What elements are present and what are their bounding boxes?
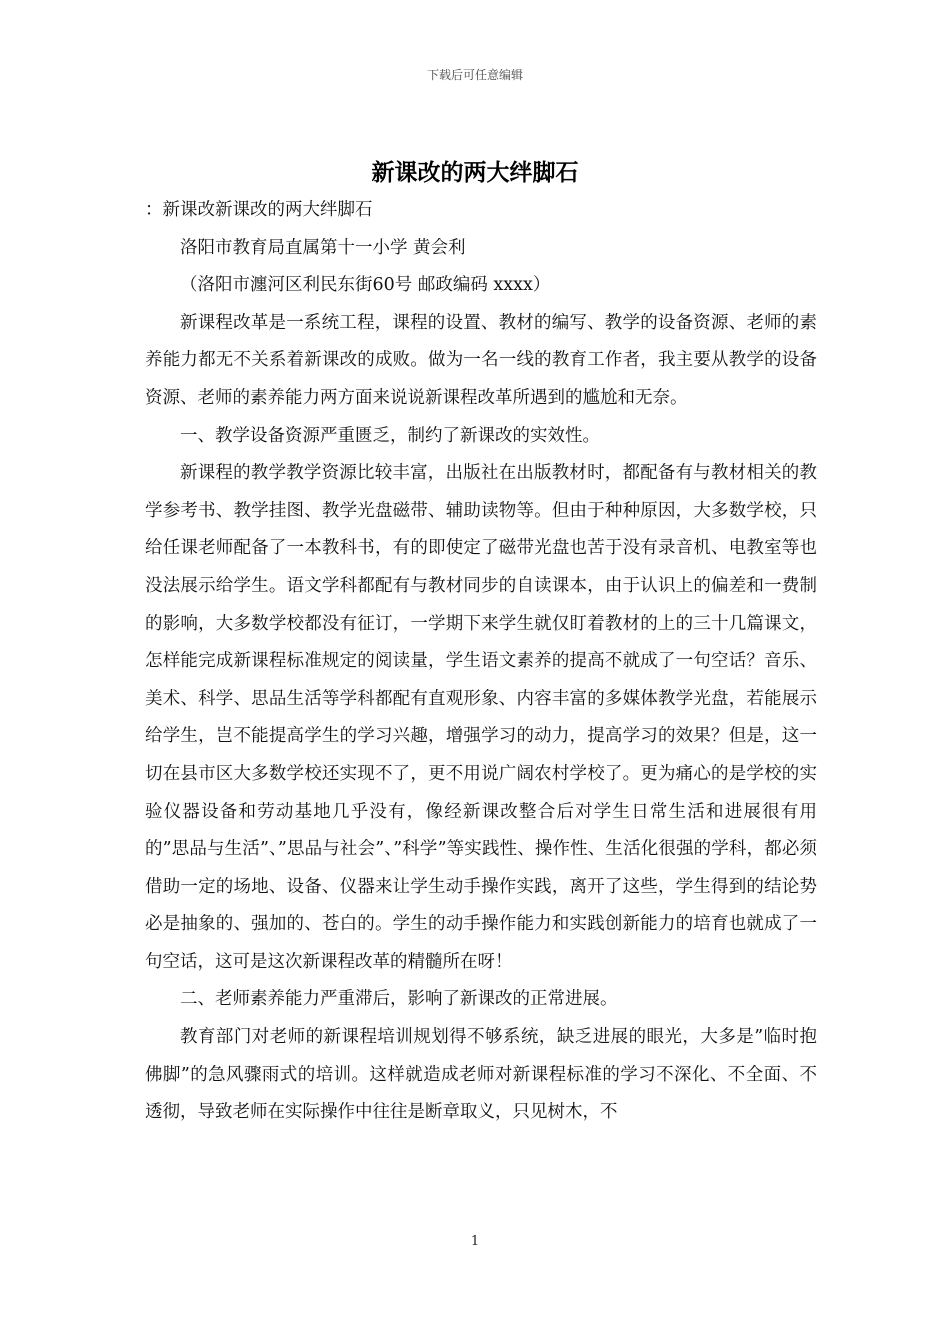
- document-title: 新课改的两大绊脚石: [371, 159, 579, 186]
- keywords-line: ：新课改新课改的两大绊脚石: [145, 200, 373, 220]
- header-note: 下载后可任意编辑: [426, 68, 523, 82]
- page-number: 1: [470, 1234, 480, 1249]
- section-1-paragraph: 新课程的教学教学资源比较丰富，出版社在出版教材时，都配备有与教材相关的教学参考书、教学挂图、教学光盘磁带、辅助读物等。但由于种种原因，大多数学校，只给任课老师配备了一本教科书，有的即使定了磁带光盘也苦于没有录音机、电教室等也没法展示给学生。语文学科都配有与教材同步的自读课本，由于认识上的偏差和一费制的影响，大多数学校都没有征订，一学期下来学生就仅盯着教材的上的三十几篇课文，怎样能完成新课程标准规定的阅读量，学生语文素养的提高不就成了一句空话？音乐、美术、科学、思品生活等学科都配有直观形象、内容丰富的多媒体教学光盘，若能展示给学生，岂不能提高学生的学习兴趣，增强学习的动力，提高学习的效果？但是，这一切在县市区大多数学校还实现不了，更不用说广阔农村学校了。更为痛心的是学校的实验仪器设备和劳动基地几乎没有，像经新课改整合后对学生日常生活和进展很有用的”思品与生活”、”思品与社会”、”科学”等实践性、操作性、生活化很强的学科，都必须借助一定的场地、设备、仪器来让学生动手操作实践，离开了这些，学生得到的结论势必是抽象的、强加的、苍白的。学生的动手操作能力和实践创新能力的培育也就成了一句空话，这可是这次新课程改革的精髓所在呀！: [145, 463, 817, 972]
- section-heading-2: 二、老师素养能力严重滞后，影响了新课改的正常进展。: [180, 989, 618, 1010]
- intro-paragraph: 新课程改革是一系统工程，课程的设置、教材的编写、教学的设备资源、老师的素养能力都无不关系着新课改的成败。做为一名一线的教育工作者，我主要从教学的设备资源、老师的素养能力两方面来说说新课程改革所遇到的尴尬和无奈。: [145, 312, 817, 408]
- address-line: （洛阳市瀍河区利民东街60号 邮政编码 xxxx）: [180, 275, 551, 296]
- author-line: 洛阳市教育局直属第十一小学 黄会利: [180, 237, 466, 258]
- document-body: [145, 192, 817, 1132]
- section-heading-1: 一、教学设备资源严重匮乏，制约了新课改的实效性。: [180, 425, 600, 446]
- section-2-paragraph: 教育部门对老师的新课程培训规划得不够系统，缺乏进展的眼光，大多是”临时抱佛脚”的急风骤雨式的培训。这样就造成老师对新课程标准的学习不深化、不全面、不透彻，导致老师在实际操作中往往是断章取义，只见树木，不: [145, 1027, 817, 1123]
